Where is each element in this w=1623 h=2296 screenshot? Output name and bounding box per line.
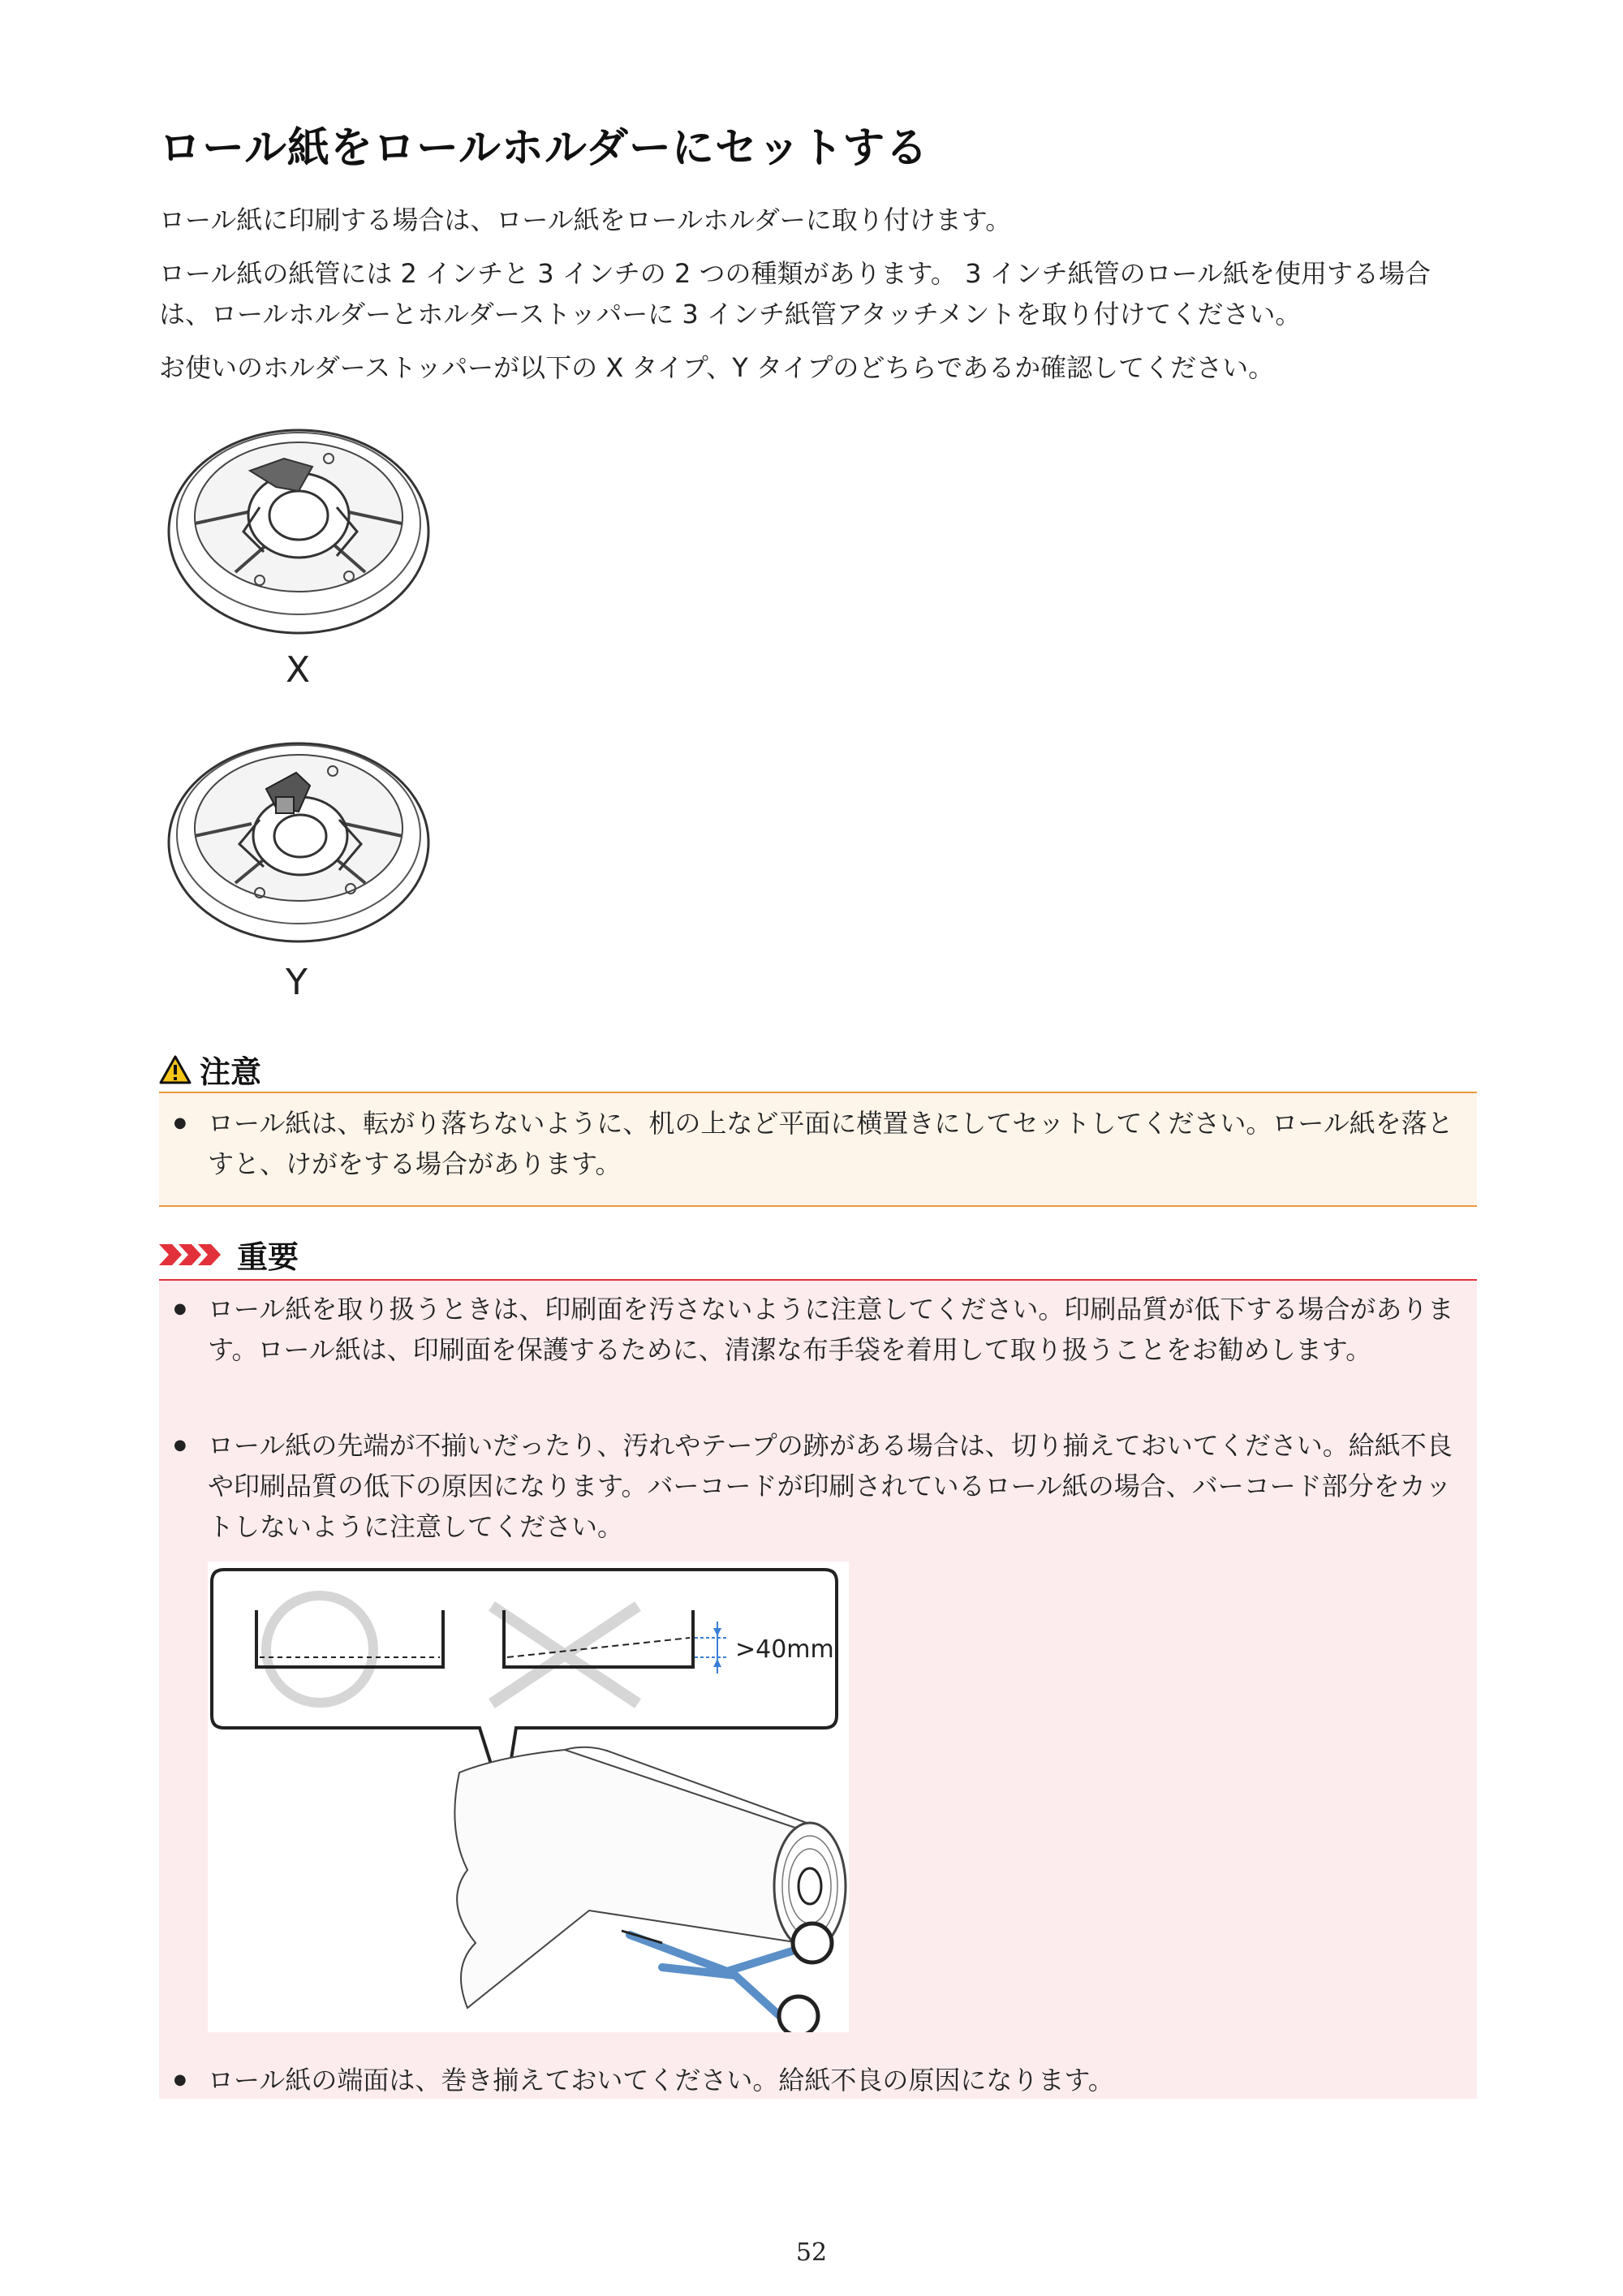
caution-heading-text: 注意: [200, 1054, 262, 1090]
cut-length-label: >40mm: [735, 1635, 834, 1664]
important-heading-text: 重要: [237, 1239, 299, 1275]
caution-heading: [159, 1047, 261, 1092]
important-box: [159, 1279, 1477, 2099]
holder-stopper-x-illustration: [162, 410, 438, 641]
stopper-type-paragraph: お使いのホルダーストッパーが以下の X タイプ、Y タイプのどちらであるか確認してください。: [159, 352, 1275, 383]
important-chevrons-icon: [159, 1241, 229, 1269]
important-item: ● ロール紙を取り扱うときは、印刷面を汚さないように注意してください。印刷品質が低下する場合があります。ロール紙は、印刷面を保護するために、清潔な布手袋を着用して取り扱うことをお勧めします。: [208, 1289, 1464, 1370]
page-number: 52: [795, 2238, 828, 2267]
stopper-y-label: Y: [286, 962, 308, 1003]
page-title: ロール紙をロールホルダーにセットする: [159, 124, 929, 173]
stopper-x-label: X: [286, 649, 311, 691]
intro-paragraph: ロール紙に印刷する場合は、ロール紙をロールホルダーに取り付けます。: [159, 205, 1012, 235]
core-size-paragraph: ロール紙の紙管には 2 インチと 3 インチの 2 つの種類があります。 3 インチ紙管のロール紙を使用する場合は、ロールホルダーとホルダーストッパーに 3 インチ紙管アタッチメントを取り付けてください。: [159, 258, 1431, 330]
holder-stopper-y-illustration: [162, 722, 438, 950]
important-item: ● ロール紙の先端が不揃いだったり、汚れやテープの跡がある場合は、切り揃えておいてください。給紙不良や印刷品質の低下の原因になります。バーコードが印刷されているロール紙の場合、バーコード部分をカットしないように注意してください。: [208, 1425, 1464, 1547]
warning-triangle-icon: [159, 1055, 192, 1084]
caution-box: [159, 1092, 1477, 1207]
important-heading: [159, 1232, 299, 1277]
roll-paper-cut-illustration: [208, 1562, 849, 2032]
important-item: ● ロール紙の端面は、巻き揃えておいてください。給紙不良の原因になります。: [208, 2060, 1464, 2100]
caution-item: ● ロール紙は、転がり落ちないように、机の上など平面に横置きにしてセットしてください。ロール紙を落とすと、けがをする場合があります。: [208, 1103, 1464, 1184]
